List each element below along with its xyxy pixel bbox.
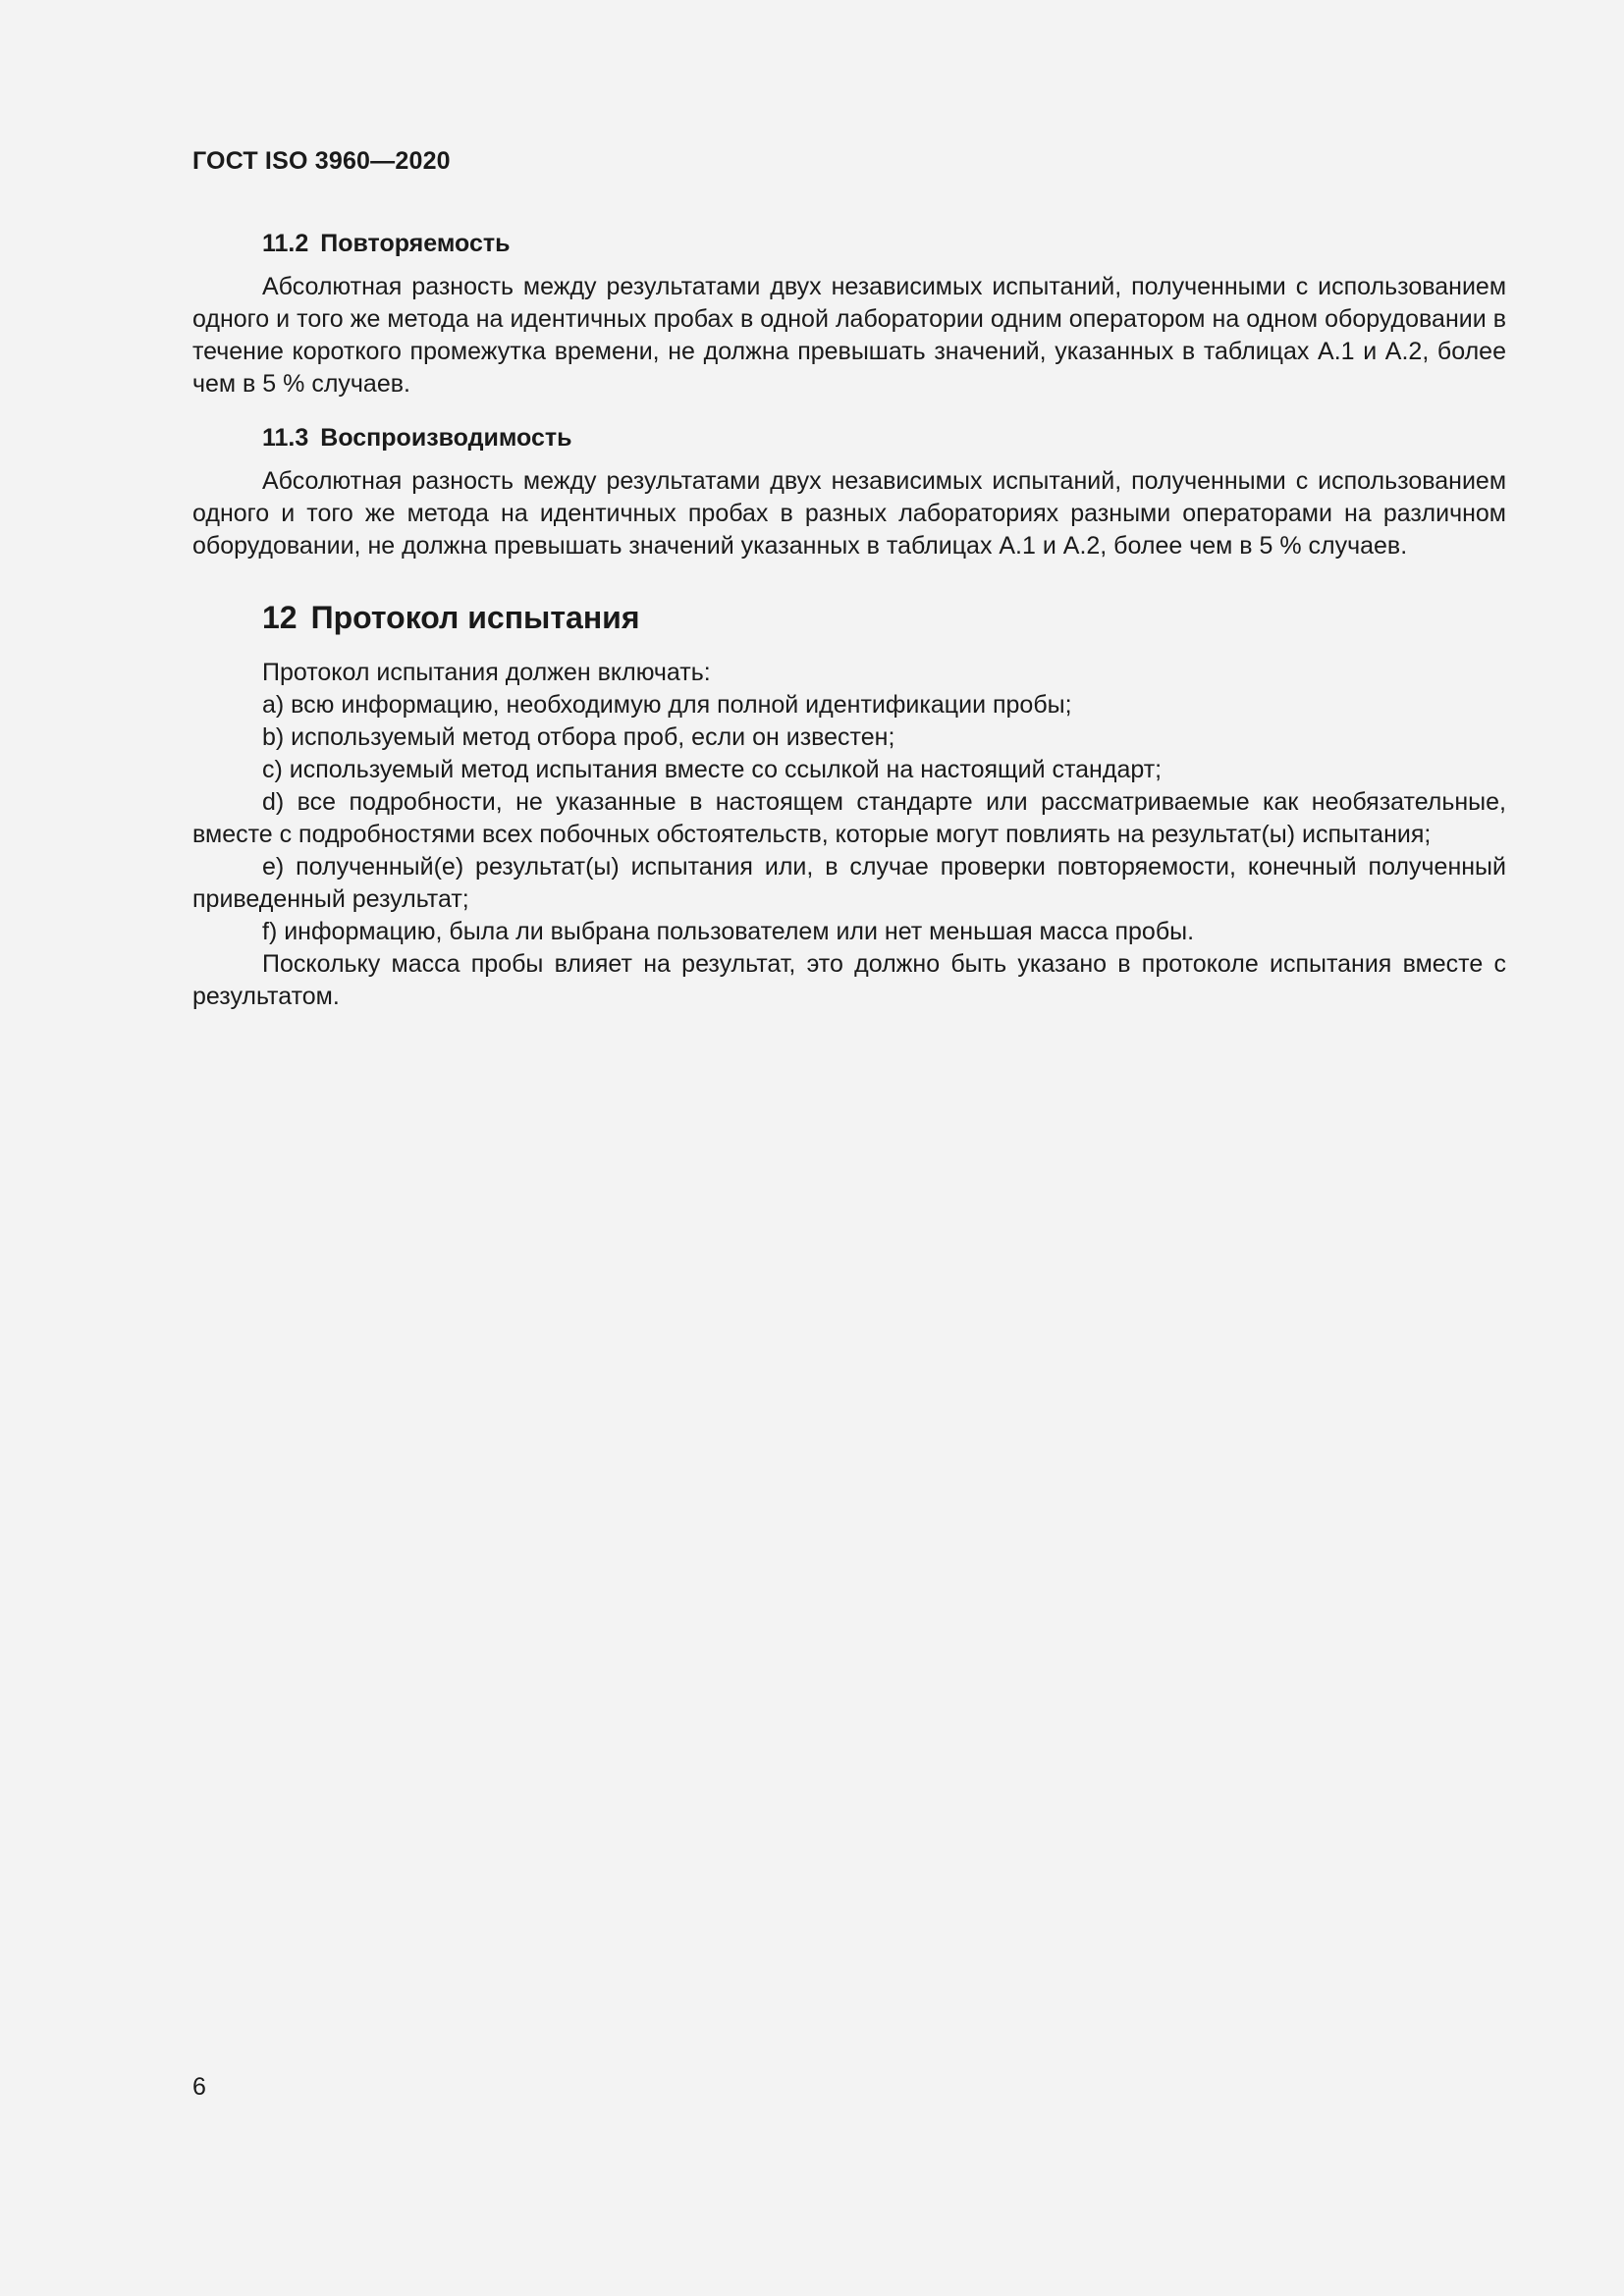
subsection-11-2-number: 11.2 — [262, 230, 309, 257]
section-12-heading — [192, 598, 1506, 637]
section-12-intro: Протокол испытания должен включать: — [262, 659, 711, 686]
subsection-11-2-text: Абсолютная разность между результатами двух независимых испытаний, полученными с использованием одного и того же метода на идентичных пробах в одной лаборатории одним оператором на одном оборудовании в течение короткого промежутка времени, не должна превышать значений, указанных в таблицах А.1 и А.2, более чем в 5 % случаев. — [192, 273, 1506, 398]
subsection-11-3-heading — [192, 422, 1506, 454]
subsection-11-3-number: 11.3 — [262, 424, 309, 452]
section-12-title: Протокол испытания — [310, 600, 640, 635]
subsection-11-3-title: Воспроизводимость — [320, 424, 572, 452]
list-item-e: e) полученный(е) результат(ы) испытания или, в случае проверки повторяемости, конечный полученный приведенный результат; — [192, 853, 1506, 913]
list-item-d: d) все подробности, не указанные в настоящем стандарте или рассматриваемые как необязательные, вместе с подробностями всех побочных обстоятельств, которые могут повлиять на результат(ы) испытания; — [192, 788, 1506, 848]
page-number: 6 — [192, 2073, 206, 2101]
subsection-11-3-text: Абсолютная разность между результатами двух независимых испытаний, полученными с использованием одного и того же метода на идентичных пробах в разных лабораториях разными операторами на различном оборудовании, не должна превышать значений указанных в таблицах А.1 и А.2, более чем в 5 % случаев. — [192, 467, 1506, 560]
list-item-b: b) используемый метод отбора проб, если он известен; — [262, 723, 895, 751]
section-12-closing: Поскольку масса пробы влияет на результат, это должно быть указано в протоколе испытания вместе с результатом. — [192, 950, 1506, 1010]
page-content — [192, 228, 1506, 1013]
list-item-c: c) используемый метод испытания вместе со ссылкой на настоящий стандарт; — [262, 756, 1163, 783]
subsection-11-2-title: Повторяемость — [320, 230, 511, 257]
section-12-number: 12 — [262, 600, 298, 635]
list-item-f: f) информацию, была ли выбрана пользователем или нет меньшая масса пробы. — [262, 918, 1195, 945]
subsection-11-2-heading — [192, 228, 1506, 259]
list-item-a: a) всю информацию, необходимую для полной идентификации пробы; — [262, 691, 1072, 719]
running-header: ГОСТ ISO 3960—2020 — [192, 147, 451, 175]
